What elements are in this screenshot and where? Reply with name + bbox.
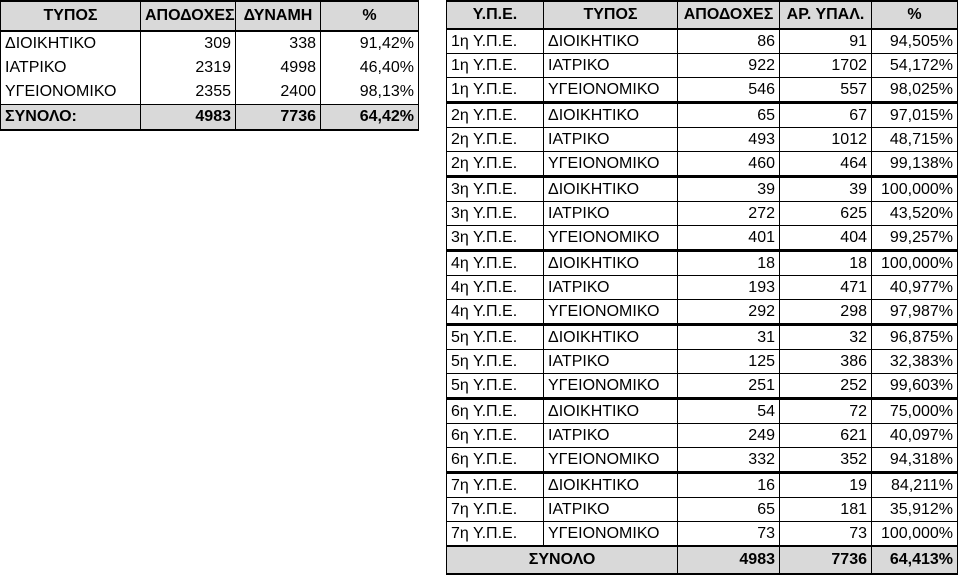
regional-total-row (447, 546, 958, 574)
table-cell: 401 (678, 226, 780, 251)
table-cell: ΔΙΟΙΚΗΤΙΚΟ (1, 31, 141, 56)
table-cell: 65 (678, 498, 780, 522)
column-header: ΑΡ. ΥΠΑΛ. (780, 1, 872, 29)
table-cell: 35,912% (872, 498, 958, 522)
column-header: ΔΥΝΑΜΗ (236, 1, 321, 31)
table-cell: ΔΙΟΙΚΗΤΙΚΟ (544, 325, 678, 350)
table-cell: 386 (780, 350, 872, 374)
table-cell: 99,257% (872, 226, 958, 251)
column-header: % (872, 1, 958, 29)
table-cell: ΥΓΕΙΟΝΟΜΙΚΟ (544, 374, 678, 399)
table-cell: 1702 (780, 54, 872, 78)
table-cell: 97,015% (872, 103, 958, 128)
table-cell: ΔΙΟΙΚΗΤΙΚΟ (544, 29, 678, 54)
table-cell: ΣΥΝΟΛΟ: (1, 105, 141, 131)
table-cell: 546 (678, 78, 780, 103)
table-cell: 464 (780, 152, 872, 177)
table-cell: ΙΑΤΡΙΚΟ (544, 128, 678, 152)
table-cell: ΥΓΕΙΟΝΟΜΙΚΟ (544, 448, 678, 473)
table-cell: ΥΓΕΙΟΝΟΜΙΚΟ (544, 522, 678, 547)
table-cell: 625 (780, 202, 872, 226)
table-cell: 252 (780, 374, 872, 399)
table-cell: 100,000% (872, 177, 958, 202)
table-cell: 39 (678, 177, 780, 202)
table-cell: ΥΓΕΙΟΝΟΜΙΚΟ (544, 152, 678, 177)
table-cell: 75,000% (872, 399, 958, 424)
table-cell: 193 (678, 276, 780, 300)
table-cell: ΙΑΤΡΙΚΟ (1, 56, 141, 80)
table-cell: 251 (678, 374, 780, 399)
column-header: ΤΥΠΟΣ (1, 1, 141, 31)
table-row (447, 448, 958, 473)
table-cell: ΥΓΕΙΟΝΟΜΙΚΟ (1, 80, 141, 105)
table-cell: 7736 (236, 105, 321, 131)
table-cell: 460 (678, 152, 780, 177)
table-cell: 4η Υ.Π.Ε. (447, 251, 544, 276)
table-cell: 352 (780, 448, 872, 473)
table-row (447, 325, 958, 350)
table-row (447, 54, 958, 78)
table-row (447, 498, 958, 522)
table-cell: ΙΑΤΡΙΚΟ (544, 350, 678, 374)
table-cell: 32 (780, 325, 872, 350)
table-row (447, 152, 958, 177)
table-cell: 46,40% (321, 56, 419, 80)
table-cell: 91,42% (321, 31, 419, 56)
table-cell: 5η Υ.Π.Ε. (447, 325, 544, 350)
table-cell: 99,603% (872, 374, 958, 399)
table-cell: 98,13% (321, 80, 419, 105)
table-row (447, 128, 958, 152)
table-cell: 3η Υ.Π.Ε. (447, 177, 544, 202)
table-cell: 48,715% (872, 128, 958, 152)
table-cell: 100,000% (872, 251, 958, 276)
table-row (447, 399, 958, 424)
table-cell: 64,413% (872, 546, 958, 574)
table-cell: 5η Υ.Π.Ε. (447, 350, 544, 374)
table-cell: 7736 (780, 546, 872, 574)
table-cell: 292 (678, 300, 780, 325)
table-row (447, 276, 958, 300)
regional-header-row (447, 1, 958, 29)
table-cell: 73 (780, 522, 872, 547)
table-cell: 4983 (678, 546, 780, 574)
table-cell: 4η Υ.Π.Ε. (447, 300, 544, 325)
table-cell: ΙΑΤΡΙΚΟ (544, 424, 678, 448)
column-header: ΑΠΟΔΟΧΕΣ (678, 1, 780, 29)
table-cell: ΥΓΕΙΟΝΟΜΙΚΟ (544, 300, 678, 325)
table-cell: 67 (780, 103, 872, 128)
table-cell: ΔΙΟΙΚΗΤΙΚΟ (544, 177, 678, 202)
column-header: ΑΠΟΔΟΧΕΣ (141, 1, 236, 31)
table-cell: 1η Υ.Π.Ε. (447, 29, 544, 54)
table-row (447, 226, 958, 251)
table-cell: 4η Υ.Π.Ε. (447, 276, 544, 300)
table-cell: ΙΑΤΡΙΚΟ (544, 202, 678, 226)
table-cell: ΙΑΤΡΙΚΟ (544, 54, 678, 78)
table-cell: 1η Υ.Π.Ε. (447, 54, 544, 78)
table-cell: 557 (780, 78, 872, 103)
table-cell: 621 (780, 424, 872, 448)
table-cell: ΔΙΟΙΚΗΤΙΚΟ (544, 473, 678, 498)
table-row (447, 103, 958, 128)
table-cell: 100,000% (872, 522, 958, 547)
table-cell: ΥΓΕΙΟΝΟΜΙΚΟ (544, 78, 678, 103)
table-cell: 2400 (236, 80, 321, 105)
table-row (447, 350, 958, 374)
table-cell: 54,172% (872, 54, 958, 78)
table-cell: 86 (678, 29, 780, 54)
table-cell: ΥΓΕΙΟΝΟΜΙΚΟ (544, 226, 678, 251)
table-cell: 2319 (141, 56, 236, 80)
table-cell: ΙΑΤΡΙΚΟ (544, 276, 678, 300)
table-cell: 493 (678, 128, 780, 152)
table-cell: 84,211% (872, 473, 958, 498)
table-cell: 4998 (236, 56, 321, 80)
table-cell: 6η Υ.Π.Ε. (447, 424, 544, 448)
table-row (1, 56, 419, 80)
table-cell: ΔΙΟΙΚΗΤΙΚΟ (544, 399, 678, 424)
table-cell: 4983 (141, 105, 236, 131)
column-header: % (321, 1, 419, 31)
table-cell: 338 (236, 31, 321, 56)
table-cell: 99,138% (872, 152, 958, 177)
table-cell: 7η Υ.Π.Ε. (447, 473, 544, 498)
table-cell: ΣΥΝΟΛΟ (447, 546, 678, 574)
summary-total-row (1, 105, 419, 131)
table-cell: ΔΙΟΙΚΗΤΙΚΟ (544, 103, 678, 128)
column-header: Υ.Π.Ε. (447, 1, 544, 29)
table-cell: 5η Υ.Π.Ε. (447, 374, 544, 399)
table-cell: 97,987% (872, 300, 958, 325)
table-cell: 2η Υ.Π.Ε. (447, 128, 544, 152)
table-cell: 922 (678, 54, 780, 78)
table-cell: 43,520% (872, 202, 958, 226)
table-row (447, 251, 958, 276)
table-cell: 2355 (141, 80, 236, 105)
table-cell: 1η Υ.Π.Ε. (447, 78, 544, 103)
table-cell: 3η Υ.Π.Ε. (447, 226, 544, 251)
table-cell: 272 (678, 202, 780, 226)
column-header: ΤΥΠΟΣ (544, 1, 678, 29)
regional-table (446, 0, 958, 575)
table-cell: 2η Υ.Π.Ε. (447, 152, 544, 177)
table-cell: 18 (678, 251, 780, 276)
table-cell: 404 (780, 226, 872, 251)
table-cell: 65 (678, 103, 780, 128)
table-row (447, 29, 958, 54)
table-cell: 2η Υ.Π.Ε. (447, 103, 544, 128)
table-cell: 31 (678, 325, 780, 350)
table-cell: ΙΑΤΡΙΚΟ (544, 498, 678, 522)
table-cell: 125 (678, 350, 780, 374)
table-cell: 471 (780, 276, 872, 300)
summary-table (0, 0, 419, 131)
table-cell: 6η Υ.Π.Ε. (447, 448, 544, 473)
table-row (1, 80, 419, 105)
table-cell: 54 (678, 399, 780, 424)
table-cell: 40,097% (872, 424, 958, 448)
table-cell: 40,977% (872, 276, 958, 300)
table-row (447, 374, 958, 399)
table-cell: 18 (780, 251, 872, 276)
table-cell: 181 (780, 498, 872, 522)
table-cell: 332 (678, 448, 780, 473)
table-row (447, 202, 958, 226)
table-cell: 7η Υ.Π.Ε. (447, 522, 544, 547)
table-cell: 3η Υ.Π.Ε. (447, 202, 544, 226)
table-row (447, 473, 958, 498)
summary-header-row (1, 1, 419, 31)
table-cell: 94,318% (872, 448, 958, 473)
table-cell: 98,025% (872, 78, 958, 103)
table-row (447, 300, 958, 325)
table-cell: 298 (780, 300, 872, 325)
table-row (447, 424, 958, 448)
table-cell: 94,505% (872, 29, 958, 54)
table-cell: 73 (678, 522, 780, 547)
table-cell: 19 (780, 473, 872, 498)
table-row (447, 78, 958, 103)
table-row (1, 31, 419, 56)
table-cell: 1012 (780, 128, 872, 152)
table-cell: 7η Υ.Π.Ε. (447, 498, 544, 522)
table-row (447, 522, 958, 547)
table-cell: 32,383% (872, 350, 958, 374)
table-cell: 309 (141, 31, 236, 56)
table-cell: 6η Υ.Π.Ε. (447, 399, 544, 424)
table-cell: 249 (678, 424, 780, 448)
table-cell: 96,875% (872, 325, 958, 350)
table-cell: 91 (780, 29, 872, 54)
table-cell: 39 (780, 177, 872, 202)
table-cell: 64,42% (321, 105, 419, 131)
table-cell: 72 (780, 399, 872, 424)
table-cell: ΔΙΟΙΚΗΤΙΚΟ (544, 251, 678, 276)
table-row (447, 177, 958, 202)
table-cell: 16 (678, 473, 780, 498)
